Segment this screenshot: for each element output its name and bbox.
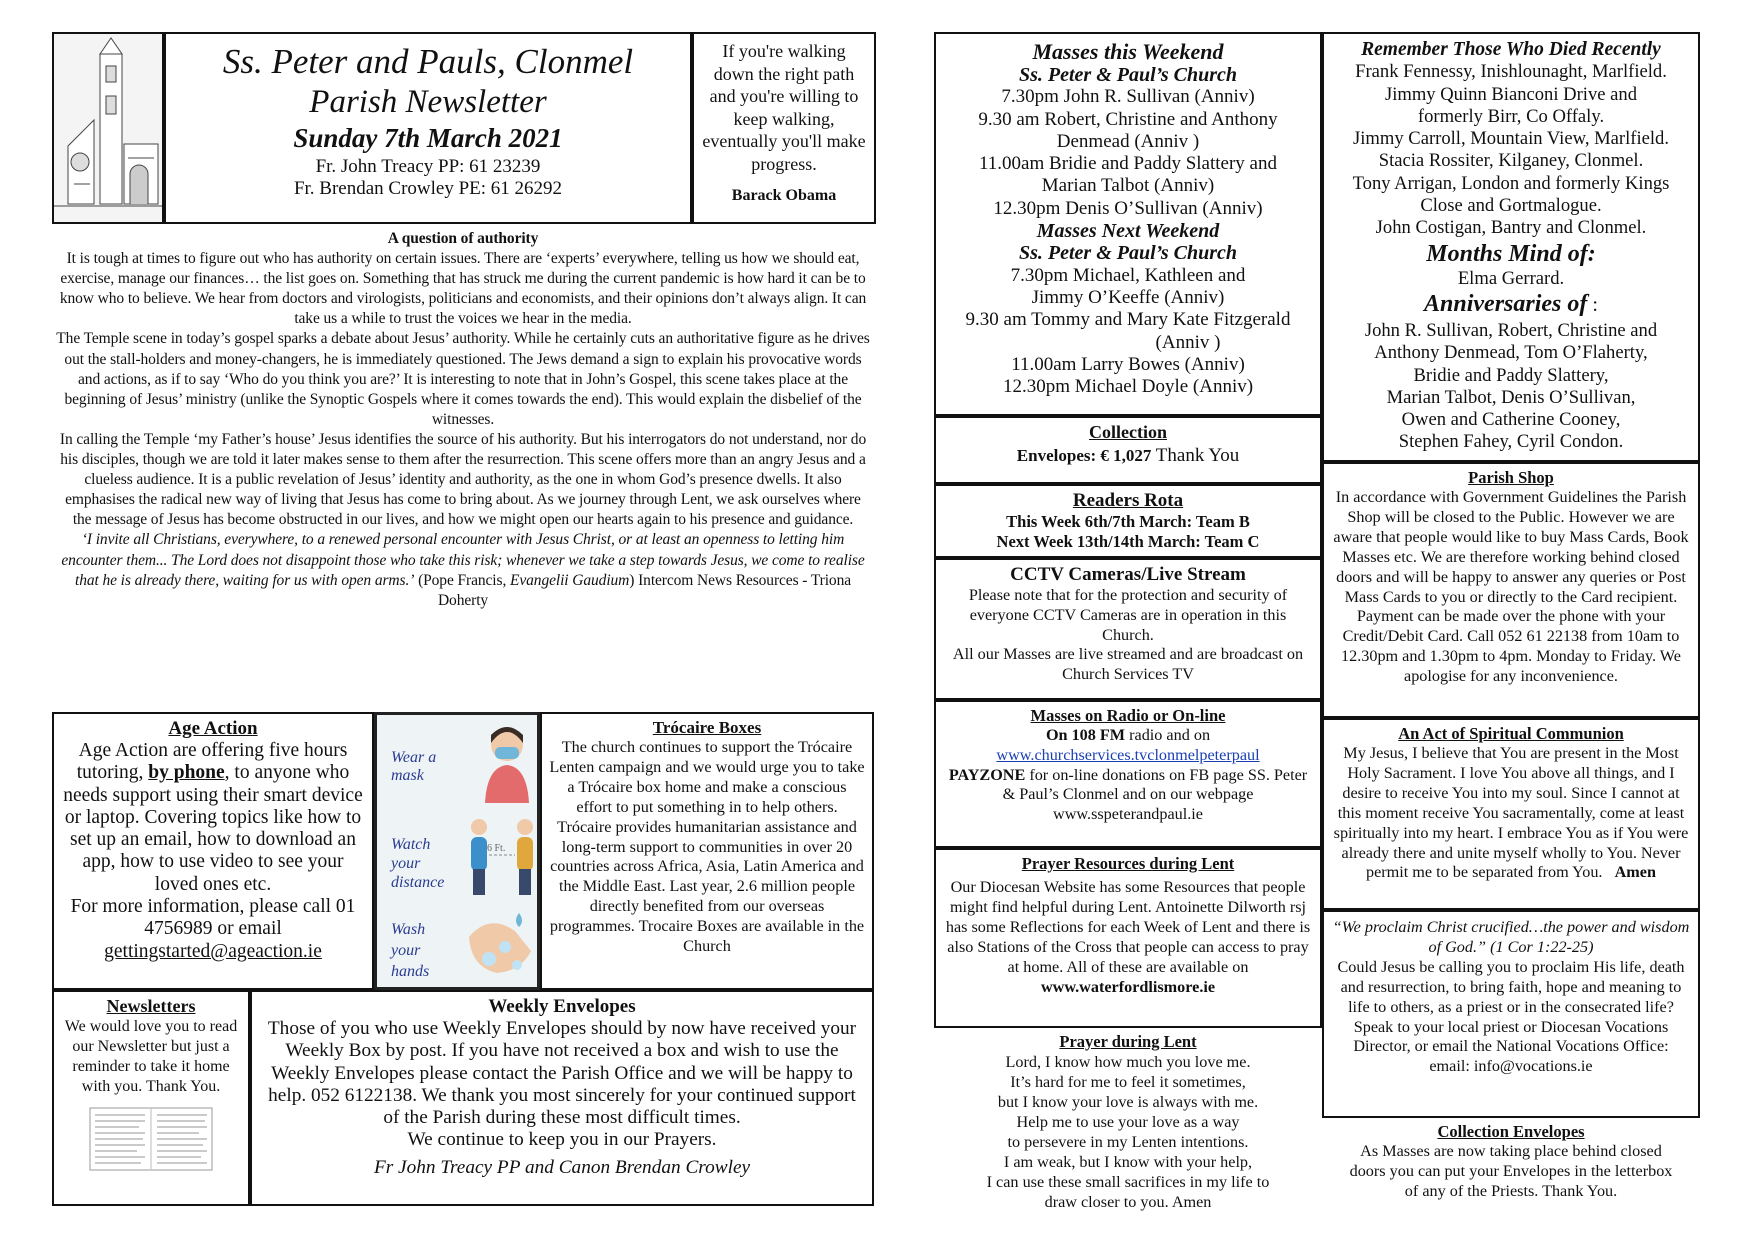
radio-fm: On 108 FM <box>1045 726 1126 744</box>
church-illustration <box>52 32 164 224</box>
prayer-line: to persevere in my Lenten intentions. <box>1007 1133 1249 1151</box>
collection-amount <box>940 445 1316 467</box>
masthead <box>164 32 692 224</box>
parish-shop-text: In accordance with Government Guidelines the Parish Shop will be closed to the Public. However we are aware that people would like to buy Mass Cards, Book Masses etc. We are therefore working behind closed doors and will be happy to answer any queries or Post Mass Cards to you or directly to the Card recipient. Payment can be made over the phone with your Credit/Debit Card. Call 052 61 22138 from 10am to 12.30pm and 1.30pm to 4pm. Monday to Friday. We apologise for any inconvenience. <box>1333 488 1689 686</box>
prayer-resources-box <box>934 848 1322 1028</box>
collection-box <box>934 416 1322 484</box>
vocations-text: Could Jesus be calling you to proclaim His life, death and resurrection, to bring faith, hope and meaning to life to others, as a priest or in the consecrated life? Speak to your local priest or Diocesan Vocations Director, or email the National Vocations Office: <box>1337 957 1685 1056</box>
spiritual-communion-title: An Act of Spiritual Communion <box>1398 724 1624 743</box>
reflection-paragraph-2: The Temple scene in today’s gospel sparks a debate about Jesus’ authority. While he certainly cuts an authoritative figure as he drives out the stall-holders and money-changers, he is immediately questioned. The Jews demand a sign to explain his provocative words and actions, as if to say ‘Who do you think you are?’ It is interesting to note that in John’s Gospel, this scene takes place at the beginning of Jesus’ ministry (unlike the Synoptic Gospels where it comes towards the end). This would explain the disbelief of the witnesses. <box>56 330 870 428</box>
quote-source-c: ) Intercom News Resources - Triona Doherty <box>437 571 852 609</box>
cctv-title: CCTV Cameras/Live Stream <box>1010 564 1246 585</box>
weekly-envelopes-box <box>250 990 874 1206</box>
age-action-text-c: , to anyone who needs support using their smart device or laptop. Covering topics like how to set up an email, how to download an app, how to use video to see your loved ones etc. <box>63 762 363 895</box>
masses-next-weekend-title: Masses Next Weekend <box>1036 220 1220 243</box>
age-action-text-a: Age Action are offering five hours tutoring, <box>76 740 348 784</box>
weekly-envelopes-prayers: We continue to keep you in our Prayers. <box>407 1129 717 1151</box>
months-mind-title: Months Mind of: <box>1426 240 1596 267</box>
age-action-title: Age Action <box>168 718 258 739</box>
remember-deceased-box <box>1322 32 1700 462</box>
quote-box <box>692 32 876 224</box>
anniversary-line: Marian Talbot, Denis O’Sullivan, <box>1386 386 1636 408</box>
cctv-p1: Please note that for the protection and security of everyone CCTV Cameras are in operation in this Church. <box>968 586 1288 644</box>
months-mind-name: Elma Gerrard. <box>1457 267 1565 289</box>
prayer-resources-site[interactable]: www.waterfordlismore.ie <box>1040 977 1216 996</box>
anniversary-line: Owen and Catherine Cooney, <box>1401 409 1621 431</box>
age-action-text <box>62 740 364 896</box>
collection-title: Collection <box>1089 422 1167 442</box>
remember-title: Remember Those Who Died Recently <box>1361 39 1661 60</box>
readers-rota-title: Readers Rota <box>1072 490 1184 511</box>
weekly-envelopes-sign: Fr John Treacy PP and Canon Brendan Crowley <box>373 1156 751 1178</box>
wash-hands-icon <box>459 907 539 983</box>
wear-mask-label: Wear a mask <box>391 749 437 784</box>
payzone-text <box>942 766 1314 825</box>
communion-prayer: My Jesus, I believe that You are present in the Most Holy Sacrament. I love You above all things, and I desire to receive You into my soul. Since I cannot at this moment receive You sacramentally, come at least spiritually into my heart. I embrace You as if You were already there and unite myself wholly to You. Never permit me to be separated from You. <box>1333 744 1689 882</box>
collection-envelopes-text: As Masses are now taking place behind closed doors you can put your Envelopes in the letterbox of any of the Priests. Thank You. <box>1349 1141 1673 1200</box>
mass-line: 9.30 am Tommy and Mary Kate Fitzgerald <box>965 309 1291 331</box>
age-action-more: For more information, please call 01 4756989 or email <box>70 896 356 940</box>
covid-safety-poster <box>374 712 540 990</box>
prayer-line: I can use these small sacrifices in my life to <box>986 1173 1270 1191</box>
weekly-envelopes-text: Those of you who use Weekly Envelopes should by now have received your Weekly Box by post. If you have not received a box and wish to use the Weekly Envelopes please contact the Parish Office and we will be happy to help. 052 6122138. We thank you most sincerely for your continued support of the Parish during these most difficult times. <box>267 1018 857 1129</box>
masses-church-1: Ss. Peter & Paul’s Church <box>1019 64 1237 86</box>
deceased-line: Jimmy Quinn Bianconi Drive and <box>1384 83 1637 105</box>
collection-envelopes-title: Collection Envelopes <box>1437 1122 1585 1141</box>
parish-shop-box <box>1322 462 1700 718</box>
payzone-rest: for on-line donations on FB page SS. Peter & Paul’s Clonmel and on our webpage www.sspeterandpaul.ie <box>1002 765 1308 824</box>
payzone-label: PAYZONE <box>948 765 1026 784</box>
prayer-lent-title: Prayer during Lent <box>1059 1032 1197 1051</box>
anniversaries-colon: : <box>1587 293 1598 316</box>
prayer-during-lent <box>934 1032 1322 1212</box>
mass-line: 11.00am Bridie and Paddy Slattery and <box>979 153 1277 175</box>
collection-thanks: Thank You <box>1151 445 1240 466</box>
spiritual-communion-box <box>1322 718 1700 910</box>
spiritual-communion-text <box>1330 744 1692 883</box>
quote-author: Barack Obama <box>731 187 837 204</box>
reflection-quote <box>54 530 872 610</box>
distance-sign: 6 Ft. <box>487 843 506 854</box>
anniversary-line: Stephen Fahey, Cyril Condon. <box>1398 431 1624 453</box>
deceased-line: Tony Arrigan, London and formerly Kings <box>1352 172 1670 194</box>
radio-fm-rest: radio and on <box>1125 726 1211 744</box>
prayer-line: Help me to use your love as a way <box>1016 1113 1240 1131</box>
church-drawing <box>54 34 162 222</box>
reflection-title: A question of authority <box>387 230 539 247</box>
mass-line: Marian Talbot (Anniv) <box>1041 175 1215 197</box>
anniversaries-title: Anniversaries of <box>1424 290 1588 317</box>
masses-this-weekend-title: Masses this Weekend <box>1032 39 1224 64</box>
newsletter-thumbnail-icon <box>89 1107 213 1171</box>
cctv-box <box>934 558 1322 700</box>
masses-box <box>934 32 1322 416</box>
watch-distance-label: Watch your distance <box>391 836 445 891</box>
readers-next-week: Next Week 13th/14th March: Team C <box>996 532 1260 551</box>
vocations-scripture: “We proclaim Christ crucified…the power and wisdom of God.” <box>1332 918 1690 956</box>
deceased-line: Close and Gortmalogue. <box>1420 195 1602 217</box>
radio-fm-line <box>942 726 1314 746</box>
age-action-by-phone: by phone <box>148 762 225 784</box>
prayer-resources-title: Prayer Resources during Lent <box>1021 854 1235 873</box>
priest-emeritus-phone: Fr. Brendan Crowley PE: 61 26292 <box>293 178 563 199</box>
prayer-resources-text: Our Diocesan Website has some Resources that people might find helpful during Lent. Antoinette Dilworth rsj has some Reflections for each Week of Lent and there is also Stations of the Cross that people can access to pray at home. All of these are available on <box>945 878 1311 976</box>
mask-person-icon <box>481 723 533 803</box>
anniversaries-heading <box>1328 290 1694 320</box>
newsletters-text: We would love you to read our Newsletter but just a reminder to take it home with you. Thank You. <box>64 1018 238 1095</box>
reflection-article <box>54 229 872 611</box>
quote-text: If you're walking down the right path and you're willing to keep walking, eventually you'll make progress. <box>702 41 866 174</box>
collection-envelopes-amount: Envelopes: € 1,027 <box>1016 446 1152 465</box>
communion-amen: Amen <box>1614 863 1656 882</box>
age-action-email[interactable]: gettingstarted@ageaction.ie <box>104 940 322 962</box>
trocaire-text: The church continues to support the Trócaire Lenten campaign and we would urge you to take a Trócaire box home and make a conscious effort to put something in to help others. Trócaire provides humanitarian assistance and long-term support to communities in over 20 countries across Africa, Asia, Latin America and the Middle East. Last year, 2.6 million people directly benefited from our overseas programmes. Trocaire Boxes are available in the Church <box>549 738 865 956</box>
mass-line: Jimmy O’Keeffe (Anniv) <box>1031 286 1225 308</box>
pope-quote: ‘I invite all Christians, everywhere, to a renewed personal encounter with Jesus Christ, or at least an openness to letting him encounter them... The Lord does not disappoint those who take this risk; whenever we take a step towards Jesus, we come to realise that he is already there, waiting for us with open arms.’ <box>61 531 865 589</box>
mass-line: (Anniv ) <box>1155 331 1221 353</box>
masthead-title: Ss. Peter and Pauls, Clonmel <box>222 42 634 81</box>
readers-rota-box <box>934 484 1322 558</box>
prayer-line: but I know your love is always with me. <box>997 1093 1259 1111</box>
deceased-line: Stacia Rossiter, Kilganey, Clonmel. <box>1378 150 1644 172</box>
masthead-subtitle: Parish Newsletter <box>309 84 547 120</box>
radio-online-box <box>934 700 1322 848</box>
wash-hands-label: Wash your hands <box>391 921 430 980</box>
weekly-envelopes-title: Weekly Envelopes <box>488 996 636 1017</box>
anniversary-line: Bridie and Paddy Slattery, <box>1413 364 1609 386</box>
quote-source-a: (Pope Francis, <box>414 571 510 589</box>
vocations-quote <box>1330 918 1692 958</box>
collection-envelopes <box>1322 1122 1700 1202</box>
anniversary-line: Anthony Denmead, Tom O’Flaherty, <box>1374 342 1648 364</box>
prayer-line: Lord, I know how much you love me. <box>1005 1053 1251 1071</box>
prayer-line: I am weak, but I know with your help, <box>1003 1153 1253 1171</box>
deceased-line: Frank Fennessy, Inishlounaght, Marlfield. <box>1355 61 1667 83</box>
age-action-box <box>52 712 374 990</box>
newsletters-title: Newsletters <box>106 996 196 1016</box>
vocations-email[interactable]: email: info@vocations.ie <box>1429 1057 1593 1076</box>
prayer-line: It’s hard for me to feel it sometimes, <box>1010 1073 1246 1091</box>
mass-line: 11.00am Larry Bowes (Anniv) <box>1011 353 1245 375</box>
vocations-ref: (1 Cor 1:22-25) <box>1486 937 1594 956</box>
masses-church-2: Ss. Peter & Paul’s Church <box>1019 242 1237 265</box>
radio-online-title: Masses on Radio or On-line <box>1030 706 1226 725</box>
newsletters-box <box>52 990 250 1206</box>
quote-source-book: Evangelii Gaudium <box>510 571 630 589</box>
cctv-p2: All our Masses are live streamed and are broadcast on Church Services TV <box>952 645 1304 684</box>
mass-line: 7.30pm Michael, Kathleen and <box>1010 264 1246 286</box>
parish-shop-title: Parish Shop <box>1468 468 1554 487</box>
trocaire-box <box>540 712 874 990</box>
deceased-line: John Costigan, Bantry and Clonmel. <box>1375 217 1647 239</box>
trocaire-title: Trócaire Boxes <box>652 718 762 737</box>
mass-line: Denmead (Anniv ) <box>1056 130 1200 152</box>
masthead-date: Sunday 7th March 2021 <box>293 123 563 153</box>
mass-line: 12.30pm Denis O’Sullivan (Anniv) <box>993 197 1263 219</box>
mass-line: 9.30 am Robert, Christine and Anthony <box>978 108 1278 130</box>
anniversary-line: John R. Sullivan, Robert, Christine and <box>1364 319 1658 341</box>
readers-this-week: This Week 6th/7th March: Team B <box>1006 512 1250 531</box>
deceased-line: Jimmy Carroll, Mountain View, Marlfield. <box>1353 128 1669 150</box>
mass-line: 7.30pm John R. Sullivan (Anniv) <box>1001 86 1255 108</box>
masses-next-weekend-list <box>940 265 1316 399</box>
distance-people-icon <box>465 811 539 897</box>
vocations-box <box>1322 910 1700 1118</box>
reflection-paragraph-3: In calling the Temple ‘my Father’s house’ Jesus identifies the source of his authority. But his interrogators do not understand, nor do his disciples, though we are told it later makes sense to them after the resurrection. This scene offers more than an angry Jesus and a clueless audience. It is a public revelation of Jesus’ identity and authority, as the one in whom God’s presence dwells. It also emphasises the radical new way of living that Jesus has come to bring about. As we journey through Lent, we ask ourselves where the message of Jesus has become obstructed in our lives, and how we might open our hearts again to his presence and guidance. <box>59 430 867 529</box>
parish-priest-phone: Fr. John Treacy PP: 61 23239 <box>315 156 541 177</box>
reflection-paragraph-1: It is tough at times to figure out who has authority on certain issues. There are ‘experts’ everywhere, telling us how we should eat, exercise, manage our finances… the list goes on. Something that has struck me during the current pandemic is how hard it can be to know who to believe. We hear from doctors and virologists, politicians and economists, and their opinions don’t always align. It can take us a while to trust the voices we hear in the media. <box>59 250 867 328</box>
masses-this-weekend-list <box>940 86 1316 220</box>
church-services-link[interactable]: www.churchservices.tvclonmelpeterpaul <box>996 745 1260 764</box>
mass-line: 12.30pm Michael Doyle (Anniv) <box>1002 376 1254 398</box>
prayer-line: draw closer to you. Amen <box>1044 1193 1212 1211</box>
deceased-line: formerly Birr, Co Offaly. <box>1417 105 1605 127</box>
